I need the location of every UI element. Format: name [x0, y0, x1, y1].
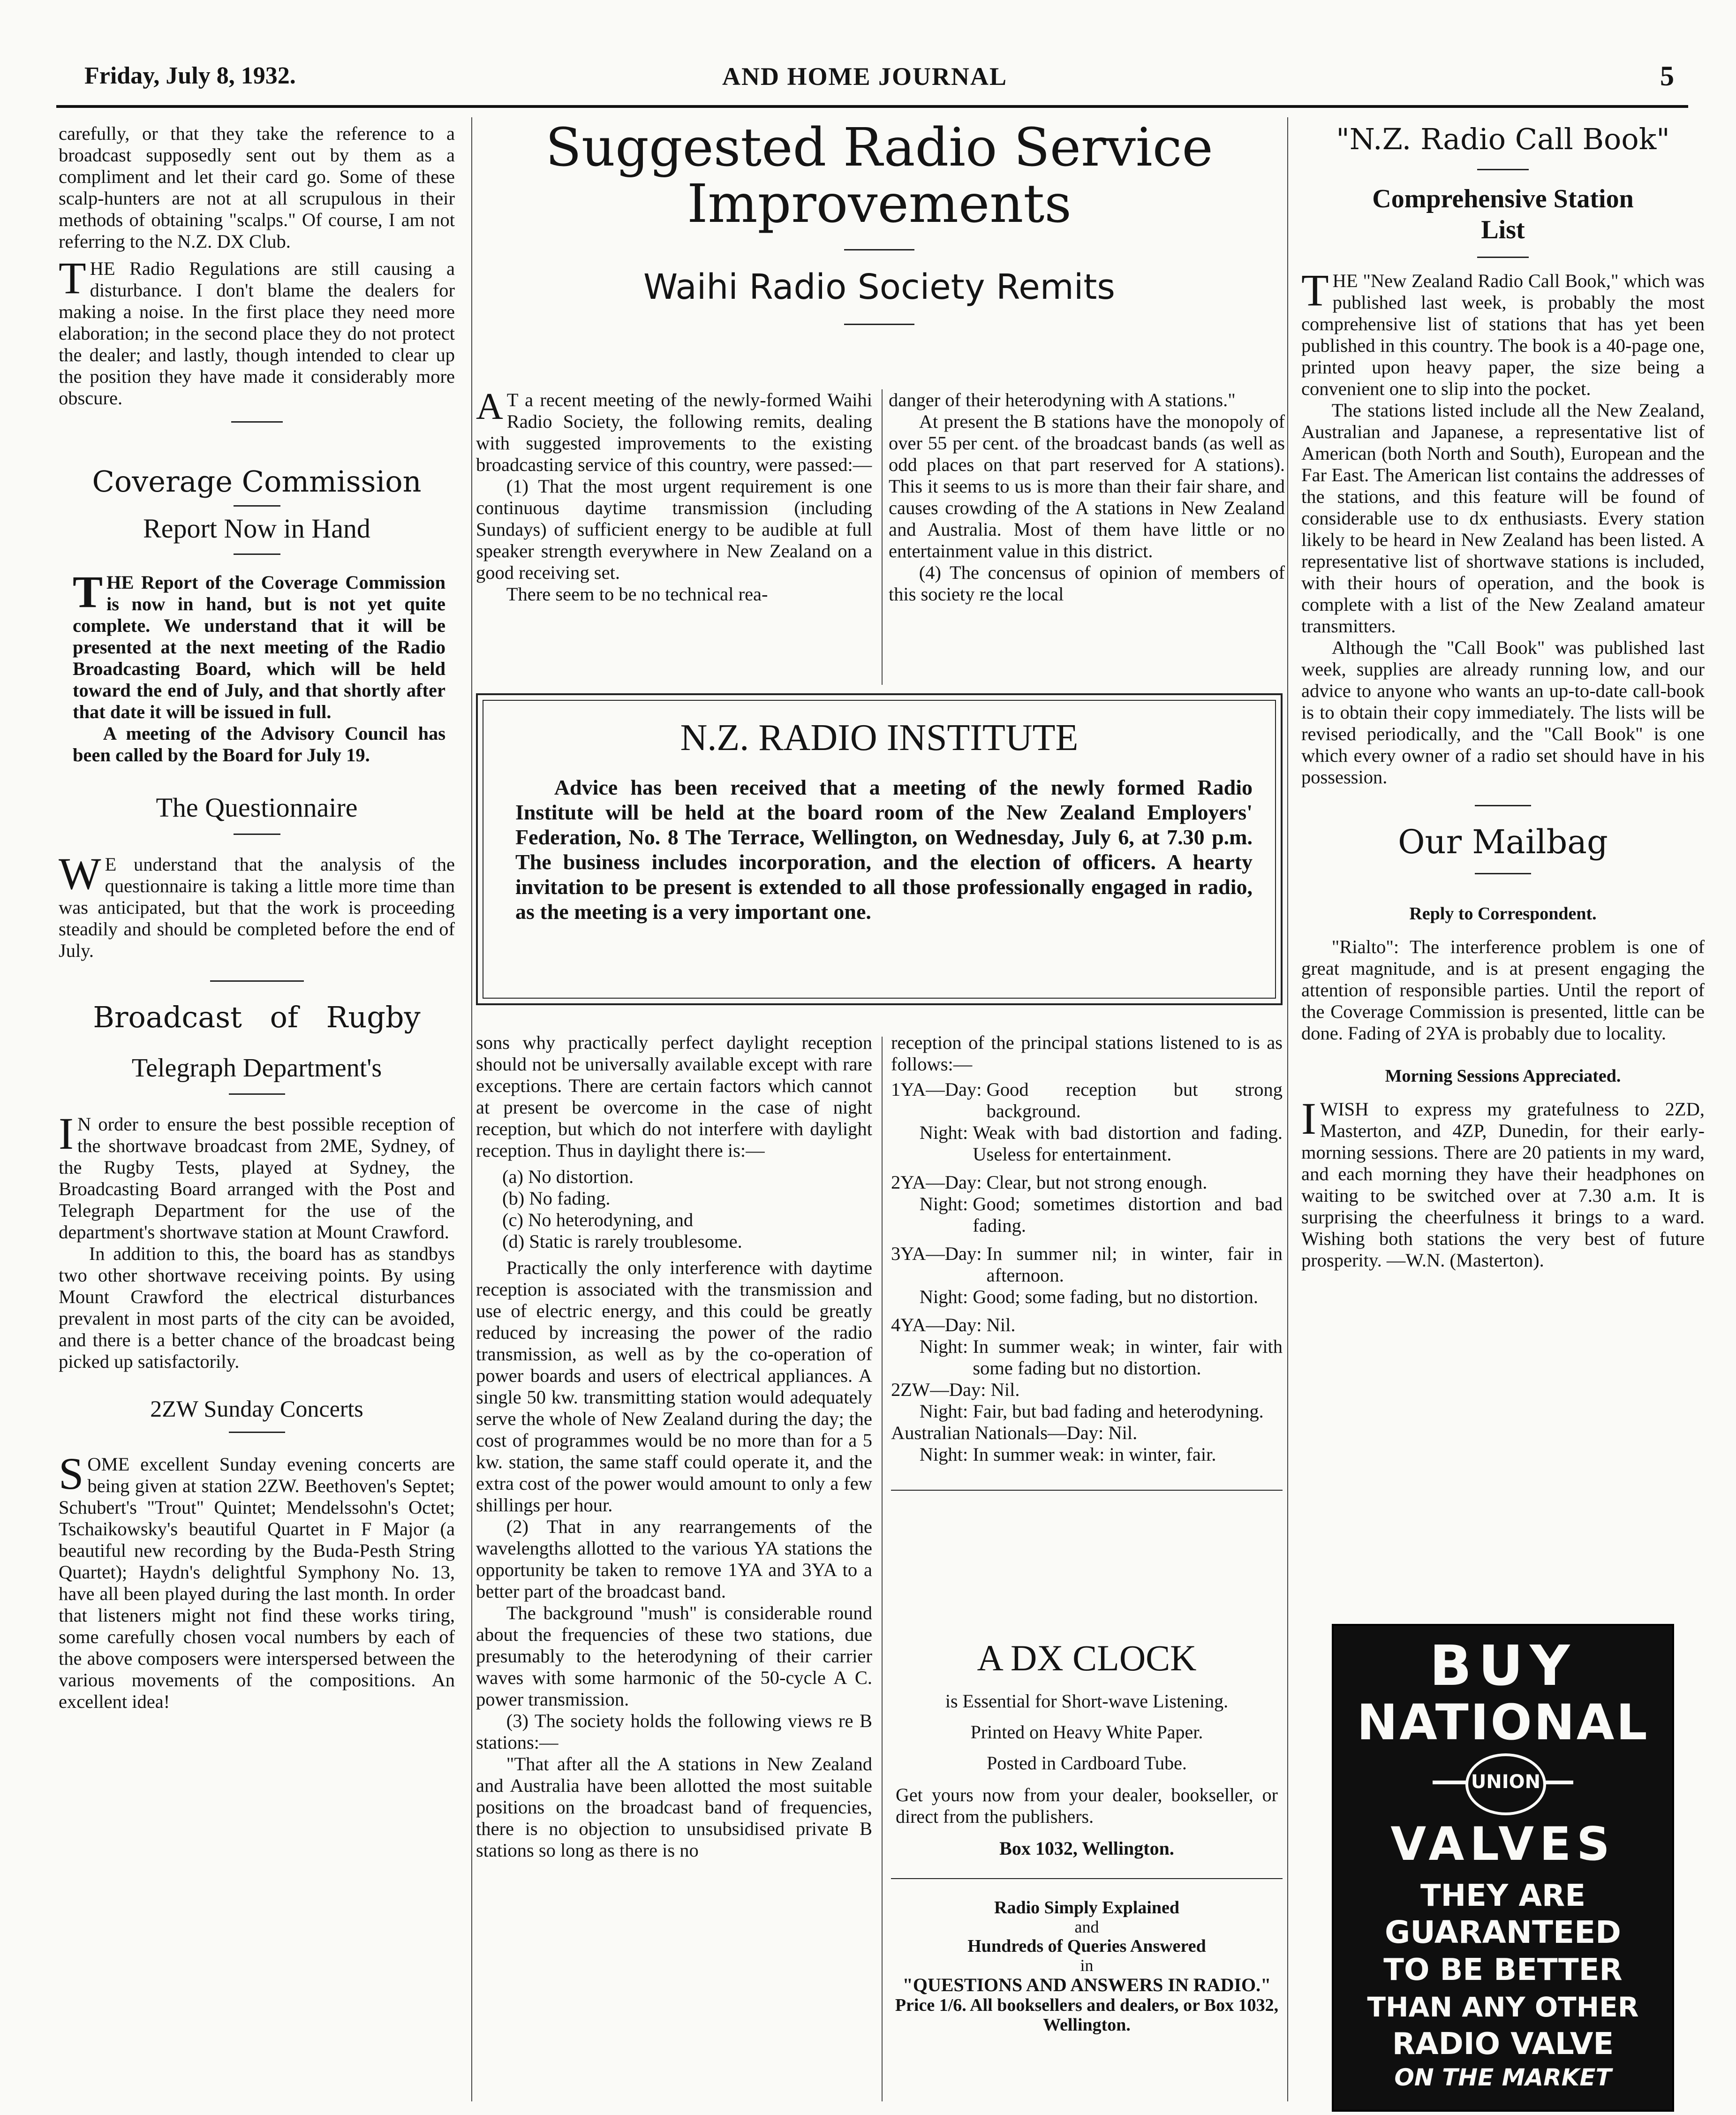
schedule-row: 2ZW—Day: Nil.: [891, 1379, 1020, 1400]
column-2-lower: [476, 1032, 872, 1861]
paragraph: carefully, or that they take the reference to a broadcast supposedly sent out by them as a compliment and let their card go. Some of these scalp-hunters are not at all scrupulous in their methods of obtaining "scalps." Of course, I am not referring to the N.Z. DX Club.: [59, 123, 455, 252]
institute-title: N.Z. RADIO INSTITUTE: [680, 717, 1079, 758]
schedule-row: Night: Good; sometimes distortion and bad fading.: [891, 1193, 1283, 1236]
dx-line: Get yours now from your dealer, bookseller, or direct from the publishers.: [896, 1784, 1278, 1827]
schedule-row: 2YA—Day: Clear, but not strong enough.: [891, 1172, 1208, 1193]
headline-rugby: Broadcast of Rugby: [93, 1000, 421, 1034]
dx-clock-ad: [891, 1637, 1283, 2035]
section-rule: [844, 249, 914, 250]
ad-line: ON THE MARKET: [1394, 2064, 1612, 2091]
section-rule: [1475, 873, 1531, 874]
coverage-body: [59, 567, 455, 766]
schedule-row: Night: Fair, but bad fading and heterodyning.: [891, 1401, 1264, 1422]
list-item: (d) Static is rarely troublesome.: [502, 1231, 742, 1252]
drop-cap: T: [59, 253, 86, 303]
paragraph: HE Report of the Coverage Commission is now in hand, but is not yet quite complete. We understand that it will be presented at the next meeting of the Radio Broadcasting Board, which will be held toward the end of July, and that shortly after that date it will be issued in full.: [73, 572, 445, 722]
paragraph: At present the B stations have the monopoly of over 55 per cent. of the broadcast bands (as well as odd places on that part reserved for A stations). This it seems to us is more than their fair share, and causes crowding of the A stations in New Zealand and Australia. Most of them have little or no entertainment value in this district.: [889, 411, 1285, 561]
header-rule: [56, 105, 1688, 108]
paragraph: N order to ensure the best possible reception of the shortwave broadcast from 2ME, Sydney, of the Rugby Tests, played at Sydney, the Broadcasting Board arranged with the Post and Telegraph Department for the use of the department's shortwave station at Mount Crawford.: [59, 1114, 455, 1243]
qa-line: Hundreds of Queries Answered: [967, 1936, 1206, 1956]
paragraph: HE "New Zealand Radio Call Book," which was published last week, is probably the most comprehensive list of stations that has yet been published in this country. The book is a 40-page one, printed upon heavy paper, the size being a convenient one to slip into the pocket.: [1301, 270, 1705, 399]
ad-line: THAN ANY OTHER: [1367, 1991, 1639, 2023]
main-col-b: [889, 389, 1285, 605]
paragraph: WISH to express my gratefulness to 2ZD, Masterton, and 4ZP, Dunedin, for their early-morning sessions. There are 20 patients in my ward, and each morning they have their headphones on waiting to be switched over at 7.30 a.m. It is surprising the cheerfulness it brings to a ward. Wishing both stations the very best of future prosperity. —W.N. (Masterton).: [1301, 1099, 1705, 1271]
dx-clock-title: A DX CLOCK: [977, 1637, 1197, 1678]
schedule-intro: reception of the principal stations listened to is as follows:—: [891, 1032, 1283, 1075]
paragraph: Although the "Call Book" was published last week, supplies are already running low, and our advice to anyone who wants an up-to-date call-book is to obtain their copy immediately. The lists will be revised periodically, and the "Call Book" is one which every owner of a radio set should have in his possession.: [1301, 637, 1705, 788]
institute-body: Advice has been received that a meeting of the newly formed Radio Institute will be held at the board room of the New Zealand Employers' Federation, No. 8 The Terrace, Wellington, on Wednesday, July 6, at 7.30 p.m. The business includes incorporation, and the election of officers. A hearty invitation to be present is extended to all those professionally engaged in radio, as the meeting is a very important one.: [515, 775, 1253, 924]
institute-box: [476, 693, 1283, 1005]
section-rule: [234, 553, 280, 555]
ad-line: TO BE BETTER: [1383, 1953, 1623, 1987]
column-4: [1301, 123, 1705, 1271]
section-rule: [234, 505, 280, 507]
regulations-paragraph: [59, 253, 455, 409]
paragraph: There seem to be no technical rea-: [506, 584, 768, 605]
paragraph: "That after all the A stations in New Zealand and Australia have been allotted the most suitable positions on the broadcast band of frequencies, there is no objection to unsubsidised private B stations so long as there is no: [476, 1753, 872, 1861]
column-divider: [882, 1037, 883, 2101]
rugby-body: [59, 1108, 455, 1372]
section-rule: [229, 1093, 285, 1095]
paragraph: T a recent meeting of the newly-formed Waihi Radio Society, the following remits, dealing with suggested improvements to the existing broadcasting service of this country, were passed:—: [476, 389, 872, 475]
list-item: (a) No distortion.: [502, 1166, 634, 1187]
qa-line: "QUESTIONS AND ANSWERS IN RADIO.": [902, 1974, 1271, 1995]
headline-coverage: Coverage Commission: [92, 464, 422, 499]
column-divider: [471, 117, 472, 2101]
morning-body: [1301, 1093, 1705, 1271]
schedule-row: Night: Weak with bad distortion and fading. Useless for entertainment.: [891, 1122, 1283, 1165]
daylight-list: [476, 1166, 872, 1252]
ad-line: RADIO VALVE: [1392, 2027, 1614, 2062]
drop-cap: I: [59, 1108, 74, 1159]
schedule-row: 4YA—Day: Nil.: [891, 1314, 1016, 1335]
issue-date: Friday, July 8, 1932.: [84, 62, 296, 89]
ad-line: GUARANTEED: [1385, 1914, 1621, 1950]
paragraph: A meeting of the Advisory Council has been called by the Board for July 19.: [73, 723, 445, 766]
reception-schedule: [891, 1079, 1283, 1465]
section-rule: [231, 421, 283, 423]
questionnaire-body: [59, 849, 455, 962]
qa-line: Price 1/6. All booksellers and dealers, or Box 1032, Wellington.: [895, 1995, 1279, 2035]
paragraph: The background "mush" is considerable round about the frequencies of these two stations, due presumably to the heterodyning of their carrier waves with some harmonic of the 50-cycle A C. power transmission.: [476, 1602, 872, 1710]
callbook-headline: "N.Z. Radio Call Book": [1336, 122, 1670, 156]
paragraph: (4) The concensus of opinion of members of this society re the local: [889, 562, 1285, 605]
section-rule: [234, 834, 280, 835]
list-item: (b) No fading.: [502, 1188, 611, 1209]
dx-line: Box 1032, Wellington.: [999, 1838, 1174, 1859]
mailbag-headline: Our Mailbag: [1398, 823, 1608, 861]
column-1: [59, 123, 455, 1713]
column-3-lower: [891, 1032, 1283, 1491]
paragraph: (2) That in any rearrangements of the wavelengths allotted to the various YA stations the opportunity be taken to remove 1YA and 3YA to a better part of the broadcast band.: [476, 1516, 872, 1602]
national-valves-ad: [1332, 1624, 1674, 2112]
article-continued: [59, 123, 455, 252]
paragraph: OME excellent Sunday evening concerts are being given at station 2ZW. Beethoven's Septet; Schubert's "Trout" Quintet; Mendelssohn's Octet; Tschaikowsky's beautiful Quartet in F Major (a beautiful new recording by the Buda-Pesth String Quartet); Haydn's delightful Symphony No. 13, have all been played during the last month. In order that listeners might not find these works tiring, some carefully chosen vocal numbers by each of the above composers were interspersed between the various movements of the compositions. An excellent idea!: [59, 1454, 455, 1712]
section-rule: [1475, 805, 1531, 806]
section-rule: [891, 1878, 1283, 1879]
page-header: [56, 55, 1688, 102]
headline-questionnaire: The Questionnaire: [156, 792, 358, 823]
masthead: AND HOME JOURNAL: [722, 62, 1007, 91]
column-divider: [882, 389, 883, 685]
union-logo: [1433, 1753, 1573, 1814]
drop-cap: W: [59, 849, 101, 899]
section-rule: [891, 1490, 1283, 1491]
ad-national: NATIONAL: [1357, 1694, 1649, 1751]
schedule-row: Night: In summer weak; in winter, fair with some fading but no distortion.: [891, 1336, 1283, 1379]
union-logo-text: UNION: [1471, 1771, 1541, 1793]
main-col-a: [476, 386, 872, 605]
subhead-telegraph: Telegraph Department's: [131, 1054, 382, 1083]
main-headline-block: [483, 117, 1276, 342]
paragraph: HE Radio Regulations are still causing a disturbance. I don't blame the dealers for making a noise. In the first place they need more elaboration; in the second place they do not protect the dealer; and lastly, though intended to clear up the position they have made it considerably more obscure.: [59, 258, 455, 409]
ad-buy: BUY: [1429, 1633, 1577, 1698]
column-divider: [1287, 117, 1288, 2101]
paragraph: (3) The society holds the following views re B stations:—: [476, 1710, 872, 1753]
main-subheadline: Waihi Radio Society Remits: [643, 267, 1115, 307]
subhead-report: Report Now in Hand: [143, 513, 370, 544]
drop-cap: T: [1301, 265, 1329, 315]
callbook-subhead: Comprehensive Station List: [1372, 184, 1634, 244]
list-item: (c) No heterodyning, and: [502, 1209, 694, 1230]
section-rule: [1477, 257, 1529, 258]
qa-line: Radio Simply Explained: [994, 1898, 1179, 1918]
dx-line: Printed on Heavy White Paper.: [970, 1721, 1203, 1743]
schedule-row: 1YA—Day: Good reception but strong background.: [891, 1079, 1283, 1122]
drop-cap: S: [59, 1448, 84, 1499]
section-rule: [1477, 169, 1529, 170]
paragraph: Practically the only interference with daytime reception is associated with the transmission and use of electric energy, and this could be greatly reduced by increasing the power of the radio transmission, as well as by the co-operation of power boards and users of electrical appliances. A single 50 kw. transmitting station would adequately serve the whole of New Zealand during the day; the cost of programmes would be no more than for a 5 kw. station, the same staff could operate it, and the extra cost of the power would amount to only a few shillings per hour.: [476, 1257, 872, 1516]
dx-line: is Essential for Short-wave Listening.: [945, 1690, 1229, 1712]
reply-body: "Rialto": The interference problem is one of great magnitude, and is at present engaging the attention of responsible parties. Until the report of the Coverage Commission is presented, little can be done. Fading of 2YA is probably due to locality.: [1301, 936, 1705, 1044]
zw-body: [59, 1448, 455, 1713]
ad-valves: VALVES: [1390, 1818, 1615, 1871]
drop-cap: T: [73, 567, 103, 617]
schedule-row: Australian Nationals—Day: Nil.: [891, 1422, 1138, 1443]
paragraph: In addition to this, the board has as standbys two other shortwave receiving points. By using Mount Crawford the electrical disturbances prevalent in most parts of the city can be avoided, and there is a better chance of the broadcast being picked up satisfactorily.: [59, 1243, 455, 1372]
paragraph: danger of their heterodyning with A stations.": [889, 389, 1236, 410]
dx-line: Posted in Cardboard Tube.: [987, 1752, 1187, 1774]
reply-subhead: Reply to Correspondent.: [1409, 904, 1597, 924]
section-rule: [229, 1432, 285, 1433]
schedule-row: 3YA—Day: In summer nil; in winter, fair in afternoon.: [891, 1243, 1283, 1286]
paragraph: sons why practically perfect daylight reception should not be universally available except with rare exceptions. There are certain factors which cannot at present be overcome in the case of night reception, but which do not interfere with daylight reception. Thus in daylight there is:—: [476, 1032, 872, 1161]
ad-line: THEY ARE: [1420, 1879, 1586, 1913]
section-rule: [210, 980, 304, 982]
headline-2zw: 2ZW Sunday Concerts: [150, 1395, 363, 1422]
schedule-row: Night: Good; some fading, but no distortion.: [891, 1286, 1258, 1307]
section-rule: [844, 324, 914, 325]
qa-line: in: [1080, 1956, 1094, 1975]
drop-cap: I: [1301, 1093, 1316, 1144]
page-number: 5: [1660, 61, 1674, 91]
paragraph: (1) That the most urgent requirement is one continuous daytime transmission (including Sundays) of sufficient energy to be audible at full speaker strength everywhere in New Zealand on a good receiving set.: [476, 476, 872, 583]
morning-subhead: Morning Sessions Appreciated.: [1385, 1066, 1621, 1086]
main-headline: Suggested Radio Service Improvements: [545, 117, 1213, 235]
paragraph: E understand that the analysis of the questionnaire is taking a little more time than was anticipated, but that the work is proceeding steadily and should be completed before the end of July.: [59, 854, 455, 961]
schedule-row: Night: In summer weak: in winter, fair.: [891, 1444, 1216, 1465]
callbook-body: [1301, 265, 1705, 788]
paragraph: The stations listed include all the New Zealand, Australian and Japanese, a representative list of American (both North and South), European and the Far East. The American list contains the addresses of the stations, and this feature will be found of considerable use to dx enthusiasts. Every station likely to be heard in New Zealand has been listed. A representative list of shortwave stations is included, with their hours of operation, and the book is complete with a list of the New Zealand amateur transmitters.: [1301, 400, 1705, 637]
drop-cap: A: [476, 386, 503, 427]
qa-line: and: [1074, 1918, 1099, 1936]
